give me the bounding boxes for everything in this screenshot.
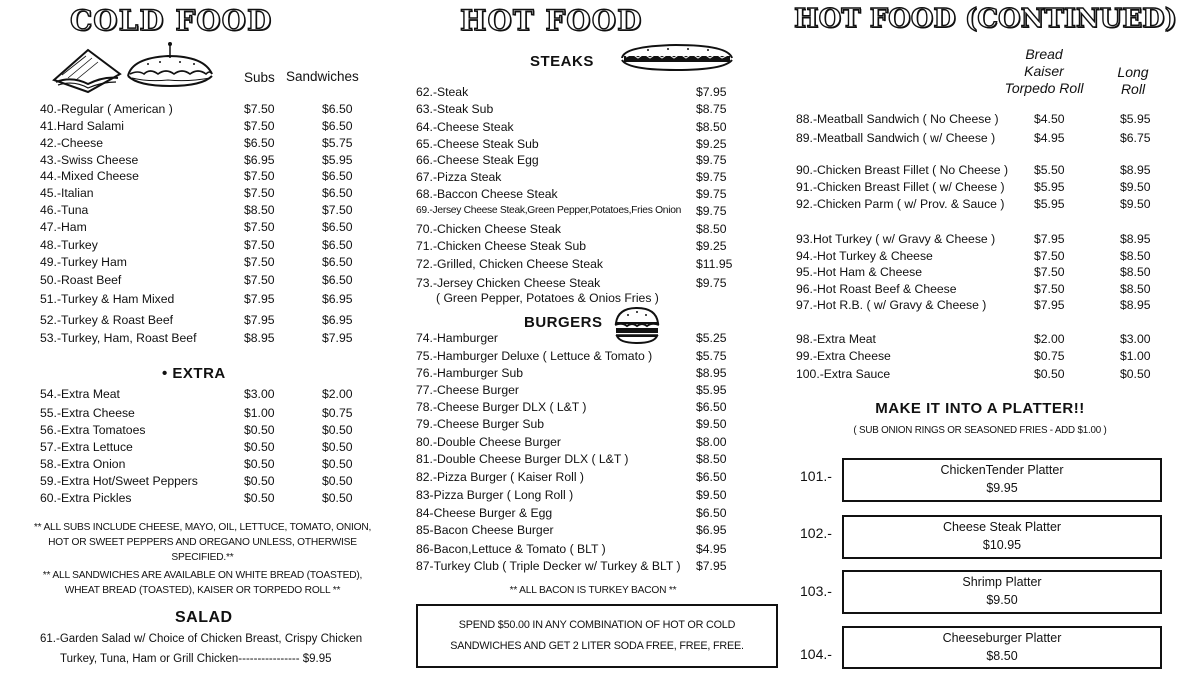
sub-price: $0.50 [244, 423, 275, 437]
platter-number: 101.- [800, 468, 832, 484]
item-name: 59.-Extra Hot/Sweet Peppers [40, 474, 198, 488]
item-price: $8.95 [696, 366, 727, 380]
platter-number: 102.- [800, 525, 832, 541]
sandwich-illustration [48, 40, 218, 96]
item-name: 100.-Extra Sauce [796, 367, 891, 381]
item-name: 96.-Hot Roast Beef & Cheese [796, 282, 957, 296]
menu-item [30, 135, 375, 151]
menu-item [30, 405, 375, 421]
item-name: 94.-Hot Turkey & Cheese [796, 249, 933, 263]
item-name: 51.-Turkey & Ham Mixed [40, 292, 175, 306]
platter-note: ( SUB ONION RINGS OR SEASONED FRIES - ADD $1.00 ) [853, 425, 1107, 436]
menu-item [790, 130, 1170, 146]
long-roll-price: $8.95 [1120, 163, 1151, 177]
menu-item [790, 248, 1170, 264]
promo-text [418, 615, 776, 657]
item-name: 64.-Cheese Steak [416, 120, 514, 134]
menu-item [790, 111, 1170, 127]
sub-price: $6.95 [244, 153, 275, 167]
item-price: $9.25 [696, 239, 727, 253]
item-name: 73.-Jersey Chicken Cheese Steak [416, 276, 601, 290]
item-name: 82.-Pizza Burger ( Kaiser Roll ) [416, 470, 584, 484]
menu-item [790, 366, 1170, 382]
item-name: 78.-Cheese Burger DLX ( L&T ) [416, 400, 587, 414]
long-roll-price: $8.50 [1120, 265, 1151, 279]
sub-price: $7.50 [244, 169, 275, 183]
item-name: 65.-Cheese Steak Sub [416, 137, 539, 151]
menu-item [408, 416, 778, 432]
menu-item [408, 399, 778, 415]
item-price: $9.25 [696, 137, 727, 151]
sub-price: $7.50 [244, 119, 275, 133]
menu-item [408, 330, 778, 346]
platter-box [842, 570, 1162, 614]
menu-item [408, 136, 778, 152]
sub-price: $7.50 [244, 255, 275, 269]
header-kaiser: Kaiser [1024, 63, 1064, 79]
platter-box [842, 626, 1162, 669]
sandwich-price: $6.95 [322, 313, 353, 327]
long-roll-price: $6.75 [1120, 131, 1151, 145]
sub-price: $1.00 [244, 406, 275, 420]
item-price: $8.50 [696, 222, 727, 236]
item-price: $9.75 [696, 204, 727, 218]
item-name: 81.-Double Cheese Burger DLX ( L&T ) [416, 452, 629, 466]
header-bread: Bread [1025, 46, 1063, 62]
item-price: $5.25 [696, 331, 727, 345]
sub-price: $7.50 [244, 102, 275, 116]
menu-item [30, 168, 375, 184]
item-name: 75.-Hamburger Deluxe ( Lettuce & Tomato ) [416, 349, 653, 363]
sub-price: $7.50 [244, 186, 275, 200]
item-price: $5.95 [696, 383, 727, 397]
long-roll-price: $5.95 [1120, 112, 1151, 126]
item-name: 66.-Cheese Steak Egg [416, 153, 539, 167]
item-price: $9.75 [696, 276, 727, 290]
menu-item [408, 451, 778, 467]
subs-header: Subs [244, 70, 275, 85]
item-name: 67.-Pizza Steak [416, 170, 502, 184]
hot-food-continued-column [790, 0, 1177, 675]
item-name: 58.-Extra Onion [40, 457, 126, 471]
header-torpedo-roll: Torpedo Roll [1004, 80, 1084, 96]
menu-item [408, 541, 778, 557]
item-name: 83-Pizza Burger ( Long Roll ) [416, 488, 574, 502]
sub-price: $3.00 [244, 387, 275, 401]
sub-price: $0.50 [244, 457, 275, 471]
menu-item [790, 348, 1170, 364]
item-name: 44.-Mixed Cheese [40, 169, 139, 183]
platter-box [842, 515, 1162, 559]
menu-item [790, 231, 1170, 247]
menu-item [790, 196, 1170, 212]
item-price: $11.95 [696, 257, 733, 271]
item-name: 47.-Ham [40, 220, 87, 234]
item-name: 46.-Tuna [40, 203, 89, 217]
sandwich-price: $5.95 [322, 153, 353, 167]
menu-item [408, 203, 778, 219]
bread-kaiser-torpedo-header [996, 46, 1092, 97]
long-roll-price: $3.00 [1120, 332, 1151, 346]
item-price: $7.95 [696, 85, 727, 99]
menu-item [790, 179, 1170, 195]
item-name: 86-Bacon,Lettuce & Tomato ( BLT ) [416, 542, 606, 556]
item-name: 45.-Italian [40, 186, 94, 200]
sub-price: $8.95 [244, 331, 275, 345]
platter-price: $10.95 [982, 538, 1022, 552]
header-long: Long [1117, 64, 1149, 80]
sandwich-price: $6.50 [322, 119, 353, 133]
item-price: $8.50 [696, 120, 727, 134]
menu-item [30, 202, 375, 218]
sub-price: $0.50 [244, 491, 275, 505]
menu-item [408, 84, 778, 100]
item-name: 88.-Meatball Sandwich ( No Cheese ) [796, 112, 999, 126]
burgers-heading: BURGERS [524, 314, 603, 331]
salad-text-1: 61.-Garden Salad w/ Choice of Chicken Breast, Crispy Chicken [40, 633, 363, 645]
item-name: 72.-Grilled, Chicken Cheese Steak [416, 257, 603, 271]
menu-item [408, 522, 778, 538]
sandwich-price: $6.50 [322, 169, 353, 183]
item-name: 62.-Steak [416, 85, 469, 99]
menu-item [30, 219, 375, 235]
sandwich-price: $5.75 [322, 136, 353, 150]
bread-note-line-1: ** ALL SANDWICHES ARE AVAILABLE ON WHITE BREAD (TOASTED), [42, 570, 363, 581]
promo-line-1: SPEND $50.00 IN ANY COMBINATION OF HOT OR COLD [458, 619, 736, 631]
platter-name: Cheeseburger Platter [942, 631, 1062, 645]
item-name: 50.-Roast Beef [40, 273, 122, 287]
menu-item [790, 331, 1170, 347]
item-name: 99.-Extra Cheese [796, 349, 891, 363]
menu-item [30, 118, 375, 134]
long-roll-price: $8.50 [1120, 282, 1151, 296]
item-name: 41.Hard Salami [40, 119, 124, 133]
cold-food-column [30, 0, 375, 675]
bread-price: $5.95 [1034, 197, 1065, 211]
sandwich-price: $6.50 [322, 186, 353, 200]
item-price: $4.95 [696, 542, 727, 556]
sandwich-price: $6.50 [322, 238, 353, 252]
menu-item [408, 558, 778, 574]
hot-food-title: HOT FOOD [460, 4, 643, 37]
item-name: 40.-Regular ( American ) [40, 102, 173, 116]
long-roll-price: $0.50 [1120, 367, 1151, 381]
item-price: $8.50 [696, 452, 727, 466]
item-name: 52.-Turkey & Roast Beef [40, 313, 173, 327]
sandwich-price: $7.95 [322, 331, 353, 345]
item-name: 71.-Chicken Cheese Steak Sub [416, 239, 587, 253]
item-name: 57.-Extra Lettuce [40, 440, 133, 454]
sub-price: $0.50 [244, 474, 275, 488]
item-name: 56.-Extra Tomatoes [40, 423, 146, 437]
sub-price: $7.50 [244, 238, 275, 252]
header-roll: Roll [1120, 81, 1146, 97]
menu-item [408, 238, 778, 254]
platter-number: 104.- [800, 646, 832, 662]
sandwich-price: $6.50 [322, 102, 353, 116]
menu-item [408, 469, 778, 485]
menu-item [30, 386, 375, 402]
item-name: 92.-Chicken Parm ( w/ Prov. & Sauce ) [796, 197, 1005, 211]
platter-price: $8.50 [986, 649, 1018, 663]
bread-price: $7.95 [1034, 298, 1065, 312]
bread-price: $7.95 [1034, 232, 1065, 246]
menu-item [408, 101, 778, 117]
subs-note-line-2: HOT OR SWEET PEPPERS AND OREGANO UNLESS, OTHERWISE SPECIFIED.** [48, 537, 357, 563]
sandwich-price: $0.50 [322, 491, 353, 505]
item-price: $7.95 [696, 559, 727, 573]
extra-heading: • EXTRA [162, 365, 226, 382]
menu-item [790, 162, 1170, 178]
platter-price: $9.50 [986, 593, 1018, 607]
menu-item [30, 237, 375, 253]
item-name: 84-Cheese Burger & Egg [416, 506, 553, 520]
item-name: 79.-Cheese Burger Sub [416, 417, 545, 431]
long-roll-price: $9.50 [1120, 180, 1151, 194]
sandwich-price: $6.95 [322, 292, 353, 306]
sub-price: $6.50 [244, 136, 275, 150]
promo-line-2: SANDWICHES AND GET 2 LITER SODA FREE, FREE, FREE. [450, 640, 744, 652]
item-name: 63.-Steak Sub [416, 102, 494, 116]
sub-price: $7.50 [244, 220, 275, 234]
item-price: $9.50 [696, 488, 727, 502]
bread-price: $0.50 [1034, 367, 1065, 381]
menu-item [30, 101, 375, 117]
long-roll-price: $1.00 [1120, 349, 1151, 363]
bread-price: $5.95 [1034, 180, 1065, 194]
menu-item [30, 291, 375, 307]
menu-item [790, 264, 1170, 280]
item-name: 68.-Baccon Cheese Steak [416, 187, 558, 201]
subs-note-line-1: ** ALL SUBS INCLUDE CHEESE, MAYO, OIL, LETTUCE, TOMATO, ONION, [33, 522, 372, 533]
cold-food-title: COLD FOOD [70, 4, 273, 37]
sandwich-price: $6.50 [322, 273, 353, 287]
item-name: 85-Bacon Cheese Burger [416, 523, 554, 537]
sandwich-price: $0.50 [322, 474, 353, 488]
item-name: 49.-Turkey Ham [40, 255, 127, 269]
long-roll-price: $9.50 [1120, 197, 1151, 211]
menu-item [30, 185, 375, 201]
sub-price: $7.50 [244, 273, 275, 287]
long-roll-price: $8.95 [1120, 298, 1151, 312]
item-name: 42.-Cheese [40, 136, 104, 150]
item-price: $9.50 [696, 417, 727, 431]
sandwich-price: $7.50 [322, 203, 353, 217]
item-price: $8.00 [696, 435, 727, 449]
menu-item [408, 487, 778, 503]
long-roll-header [1108, 64, 1158, 98]
item-name: 48.-Turkey [40, 238, 98, 252]
sandwich-price: $2.00 [322, 387, 353, 401]
item-name: 70.-Chicken Cheese Steak [416, 222, 561, 236]
sub-price: $8.50 [244, 203, 275, 217]
menu-item [30, 473, 375, 489]
sandwich-price: $6.50 [322, 255, 353, 269]
bacon-note: ** ALL BACON IS TURKEY BACON ** [509, 585, 677, 596]
sandwich-price: $0.50 [322, 440, 353, 454]
menu-item [408, 505, 778, 521]
sub-price: $7.95 [244, 292, 275, 306]
sub-price: $0.50 [244, 440, 275, 454]
menu-item-subtext [408, 290, 778, 306]
menu-item [30, 254, 375, 270]
item-name: 89.-Meatball Sandwich ( w/ Cheese ) [796, 131, 996, 145]
promo-box [416, 604, 778, 668]
platter-heading: MAKE IT INTO A PLATTER!! [875, 400, 1085, 417]
menu-item [408, 348, 778, 364]
item-name: 90.-Chicken Breast Fillet ( No Cheese ) [796, 163, 1009, 177]
menu-item [30, 422, 375, 438]
item-price: $6.95 [696, 523, 727, 537]
platter-name: Shrimp Platter [962, 575, 1042, 589]
sandwich-price: $0.50 [322, 423, 353, 437]
item-name: 93.Hot Turkey ( w/ Gravy & Cheese ) [796, 232, 996, 246]
menu-item [30, 312, 375, 328]
item-name: 80.-Double Cheese Burger [416, 435, 561, 449]
item-name: 77.-Cheese Burger [416, 383, 519, 397]
salad-text-2: Turkey, Tuna, Ham or Grill Chicken---------------- $9.95 [60, 653, 332, 665]
sandwich-price: $6.50 [322, 220, 353, 234]
item-name: 91.-Chicken Breast Fillet ( w/ Cheese ) [796, 180, 1005, 194]
item-name: 74.-Hamburger [416, 331, 498, 345]
item-name: 43.-Swiss Cheese [40, 153, 139, 167]
steak-sub-illustration [618, 40, 736, 76]
item-subtext: ( Green Pepper, Potatoes & Onios Fries ) [436, 291, 659, 305]
long-roll-price: $8.50 [1120, 249, 1151, 263]
item-price: $9.75 [696, 170, 727, 184]
steaks-heading: STEAKS [530, 53, 594, 70]
bread-price: $4.50 [1034, 112, 1065, 126]
item-price: $5.75 [696, 349, 727, 363]
sub-price: $7.95 [244, 313, 275, 327]
long-roll-price: $8.95 [1120, 232, 1151, 246]
platter-name: ChickenTender Platter [940, 463, 1064, 477]
bread-note [30, 568, 375, 598]
item-name: 87-Turkey Club ( Triple Decker w/ Turkey & BLT ) [416, 559, 681, 573]
menu-item [408, 256, 778, 272]
platter-box [842, 458, 1162, 502]
menu-item [408, 221, 778, 237]
hot-food-column [408, 0, 778, 675]
menu-item [30, 439, 375, 455]
salad-item-line-1 [30, 631, 375, 647]
item-name: 53.-Turkey, Ham, Roast Beef [40, 331, 197, 345]
menu-item [408, 186, 778, 202]
menu-item [30, 330, 375, 346]
item-name: 55.-Extra Cheese [40, 406, 135, 420]
platter-name: Cheese Steak Platter [942, 520, 1062, 534]
item-name: 98.-Extra Meat [796, 332, 876, 346]
menu-item [408, 365, 778, 381]
item-price: $9.75 [696, 153, 727, 167]
menu-item [30, 456, 375, 472]
sandwiches-header: Sandwiches [286, 69, 359, 84]
salad-item-line-2 [30, 651, 375, 667]
bread-note-line-2: WHEAT BREAD (TOASTED), KAISER OR TORPEDO ROLL ** [64, 585, 341, 596]
menu-item [408, 275, 778, 291]
item-price: $6.50 [696, 470, 727, 484]
menu-item [790, 281, 1170, 297]
platter-price: $9.95 [986, 481, 1018, 495]
menu-item [30, 152, 375, 168]
salad-heading: SALAD [175, 609, 233, 626]
menu-item [408, 169, 778, 185]
item-name: 60.-Extra Pickles [40, 491, 132, 505]
item-name: 95.-Hot Ham & Cheese [796, 265, 922, 279]
menu-item [408, 119, 778, 135]
menu-item [408, 434, 778, 450]
sandwich-price: $0.50 [322, 457, 353, 471]
bread-price: $0.75 [1034, 349, 1065, 363]
item-name: 97.-Hot R.B. ( w/ Gravy & Cheese ) [796, 298, 987, 312]
bread-price: $4.95 [1034, 131, 1065, 145]
bread-price: $7.50 [1034, 282, 1065, 296]
menu-item [30, 272, 375, 288]
item-price: $6.50 [696, 400, 727, 414]
bread-price: $2.00 [1034, 332, 1065, 346]
item-price: $8.75 [696, 102, 727, 116]
item-price: $9.75 [696, 187, 727, 201]
menu-item [30, 490, 375, 506]
menu-item [408, 382, 778, 398]
item-name: 69.-Jersey Cheese Steak,Green Pepper,Potatoes,Fries Onion [416, 205, 682, 216]
bread-price: $7.50 [1034, 265, 1065, 279]
bread-price: $7.50 [1034, 249, 1065, 263]
bread-price: $5.50 [1034, 163, 1065, 177]
menu-item [408, 152, 778, 168]
item-name: 76.-Hamburger Sub [416, 366, 524, 380]
subs-note [30, 520, 375, 565]
sandwich-price: $0.75 [322, 406, 353, 420]
menu-item [790, 297, 1170, 313]
item-price: $6.50 [696, 506, 727, 520]
item-name: 54.-Extra Meat [40, 387, 120, 401]
platter-number: 103.- [800, 583, 832, 599]
hot-food-continued-title: HOT FOOD (CONTINUED) [794, 4, 1177, 34]
